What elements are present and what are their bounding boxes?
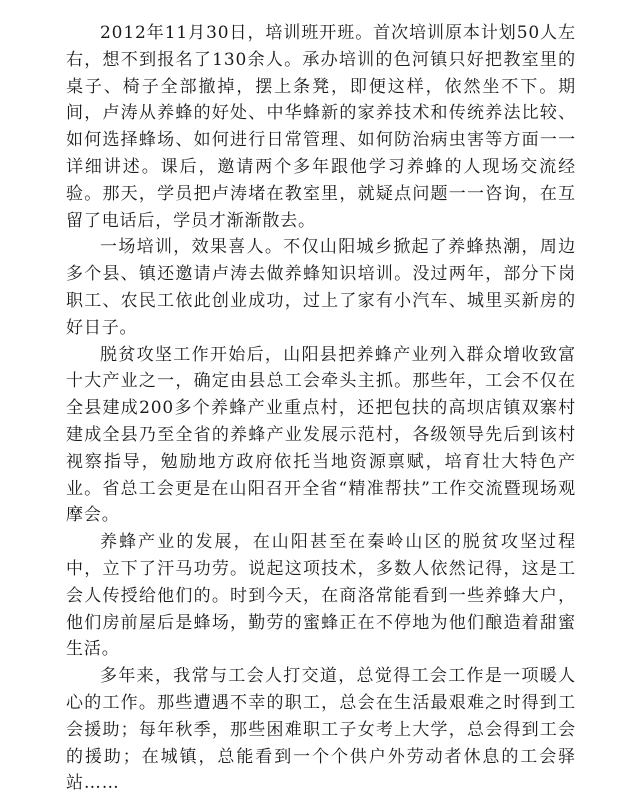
- paragraph-2: 一场培训，效果喜人。不仅山阳城乡掀起了养蜂热潮，周边多个县、镇还邀请卢涛去做养蜂知识培训。没过两年，部分下岗职工、农民工依此创业成功，过上了家有小汽车、城里买新房的好日子。: [66, 237, 576, 338]
- paragraph-1: 2012年11月30日，培训班开班。首次培训原本计划50人左右，想不到报名了130余人。承办培训的色河镇只好把教室里的桌子、椅子全部撤掉，摆上条凳，即便这样，依然坐不下。期间，卢涛从养蜂的好处、中华蜂新的家养技术和传统养法比较、如何选择蜂场、如何进行日常管理、如何防治病虫害等方面一一详细讲述。课后，邀请两个多年跟他学习养蜂的人现场交流经验。那天，学员把卢涛堵在教室里，就疑点问题一一咨询，在互留了电话后，学员才渐渐散去。: [66, 23, 576, 231]
- paragraph-4: 养蜂产业的发展，在山阳甚至在秦岭山区的脱贫攻坚过程中，立下了汗马功劳。说起这项技术，多数人依然记得，这是工会人传授给他们的。时到今天，在商洛常能看到一些养蜂大户，他们房前屋后是蜂场，勤劳的蜜蜂正在不停地为他们酿造着甜蜜生活。: [66, 532, 576, 660]
- paragraph-5: 多年来，我常与工会人打交道，总觉得工会工作是一项暖人心的工作。那些遭遇不幸的职工，总会在生活最艰难之时得到工会援助；每年秋季，那些困难职工子女考上大学，总会得到工会的援助；在城镇，总能看到一个个供户外劳动者休息的工会驿站……: [66, 666, 576, 794]
- article-body: [66, 20, 576, 797]
- paragraph-3: 脱贫攻坚工作开始后，山阳县把养蜂产业列入群众增收致富十大产业之一，确定由县总工会牵头主抓。那些年，工会不仅在全县建成200多个养蜂产业重点村，还把包扶的高坝店镇双寨村建成全县乃至全省的养蜂产业发展示范村，各级领导先后到该村视察指导，勉励地方政府依托当地资源禀赋，培育壮大特色产业。省总工会更是在山阳召开全省“精准帮扶”工作交流暨现场观摩会。: [66, 344, 576, 526]
